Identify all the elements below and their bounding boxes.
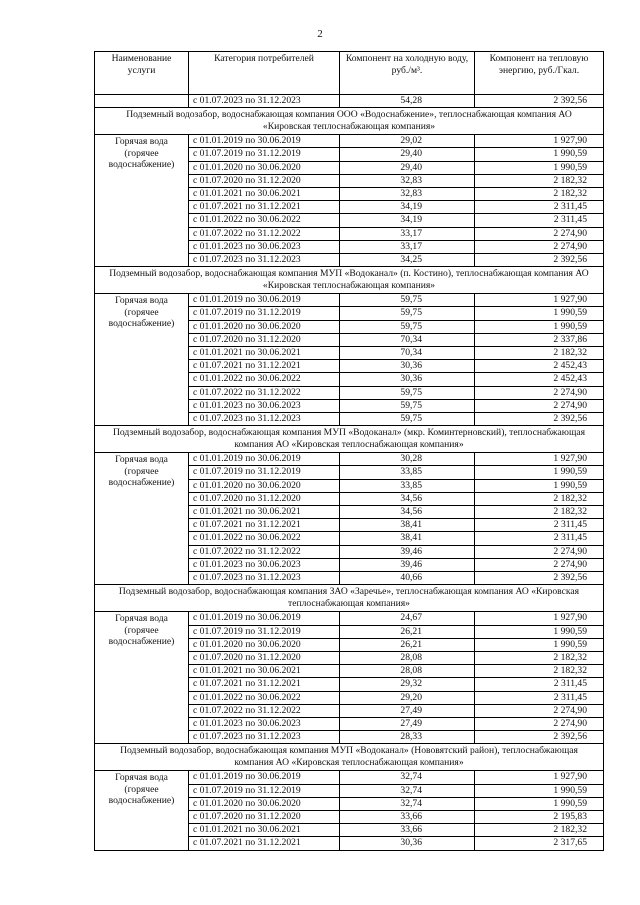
heat-energy-cell: 2 182,32 — [475, 492, 604, 505]
period-cell: с 01.01.2019 по 30.06.2019 — [189, 135, 340, 148]
heat-energy-cell: 2 274,90 — [475, 717, 604, 730]
heat-energy-cell: 1 990,59 — [475, 148, 604, 161]
period-cell: с 01.01.2019 по 30.06.2019 — [189, 612, 340, 625]
cold-water-cell: 27,49 — [340, 704, 475, 717]
period-cell: с 01.07.2020 по 31.12.2020 — [189, 174, 340, 187]
heat-energy-cell: 1 990,59 — [475, 320, 604, 333]
cold-water-cell: 24,67 — [340, 612, 475, 625]
tariff-table — [94, 51, 604, 851]
service-name-cell: Горячая вода (горячее водоснабжение) — [95, 771, 189, 850]
heat-energy-cell: 2 182,32 — [475, 651, 604, 664]
cold-water-cell: 54,28 — [340, 95, 475, 108]
section-title: Подземный водозабор, водоснабжающая компания МУП «Водоканал» (Нововятский район), теплоснабжающая компания АО «Кировская теплоснабжающая компания» — [95, 744, 604, 771]
cold-water-cell: 33,85 — [340, 479, 475, 492]
heat-energy-cell: 2 392,56 — [475, 95, 604, 108]
cold-water-cell: 26,21 — [340, 625, 475, 638]
heat-energy-cell: 1 990,59 — [475, 784, 604, 797]
period-cell: с 01.01.2023 по 30.06.2023 — [189, 558, 340, 571]
heat-energy-cell: 1 990,59 — [475, 797, 604, 810]
heat-energy-cell: 2 182,32 — [475, 824, 604, 837]
period-cell: с 01.01.2020 по 30.06.2020 — [189, 161, 340, 174]
cold-water-cell: 70,34 — [340, 333, 475, 346]
heat-energy-cell: 2 274,90 — [475, 399, 604, 412]
section-header-row — [95, 744, 604, 771]
table-cell-empty — [95, 95, 189, 108]
cold-water-cell: 28,33 — [340, 731, 475, 744]
cold-water-cell: 59,75 — [340, 386, 475, 399]
cold-water-cell: 29,40 — [340, 148, 475, 161]
period-cell: с 01.07.2022 по 31.12.2022 — [189, 227, 340, 240]
cold-water-cell: 34,19 — [340, 201, 475, 214]
table-row — [95, 453, 604, 466]
cold-water-cell: 59,75 — [340, 399, 475, 412]
period-cell: с 01.01.2023 по 30.06.2023 — [189, 240, 340, 253]
period-cell: с 01.07.2023 по 31.12.2023 — [189, 731, 340, 744]
cold-water-cell: 38,41 — [340, 532, 475, 545]
header-service-name: Наименование услуги — [95, 52, 189, 95]
cold-water-cell: 70,34 — [340, 347, 475, 360]
table-body — [95, 95, 604, 851]
period-cell: с 01.01.2020 по 30.06.2020 — [189, 479, 340, 492]
heat-energy-cell: 2 392,56 — [475, 413, 604, 426]
cold-water-cell: 59,75 — [340, 320, 475, 333]
table-row — [95, 771, 604, 784]
cold-water-cell: 29,20 — [340, 691, 475, 704]
cold-water-cell: 39,46 — [340, 558, 475, 571]
period-cell: с 01.01.2023 по 30.06.2023 — [189, 717, 340, 730]
cold-water-cell: 29,40 — [340, 161, 475, 174]
period-cell: с 01.07.2020 по 31.12.2020 — [189, 651, 340, 664]
cold-water-cell: 28,08 — [340, 651, 475, 664]
cold-water-cell: 33,17 — [340, 240, 475, 253]
heat-energy-cell: 2 311,45 — [475, 532, 604, 545]
heat-energy-cell: 2 392,56 — [475, 572, 604, 585]
heat-energy-cell: 2 317,65 — [475, 837, 604, 850]
heat-energy-cell: 2 311,45 — [475, 519, 604, 532]
period-cell: с 01.07.2019 по 31.12.2019 — [189, 466, 340, 479]
period-cell: с 01.07.2021 по 31.12.2021 — [189, 360, 340, 373]
period-cell: с 01.07.2021 по 31.12.2021 — [189, 519, 340, 532]
period-cell: с 01.07.2019 по 31.12.2019 — [189, 625, 340, 638]
cold-water-cell: 40,66 — [340, 572, 475, 585]
period-cell: с 01.07.2019 по 31.12.2019 — [189, 148, 340, 161]
carryover-row — [95, 95, 604, 108]
table-row — [95, 612, 604, 625]
section-title: Подземный водозабор, водоснабжающая компания МУП «Водоканал» (мкр. Коминтерновский), теплоснабжающая компания АО «Кировская теплоснабжающая компания» — [95, 426, 604, 453]
section-header-row — [95, 585, 604, 612]
section-header-row — [95, 426, 604, 453]
table-row — [95, 135, 604, 148]
period-cell: с 01.01.2021 по 30.06.2021 — [189, 506, 340, 519]
cold-water-cell: 32,83 — [340, 174, 475, 187]
section-title: Подземный водозабор, водоснабжающая компания МУП «Водоканал» (п. Костино), теплоснабжающая компания АО «Кировская теплоснабжающая компания» — [95, 267, 604, 294]
heat-energy-cell: 1 927,90 — [475, 294, 604, 307]
period-cell: с 01.07.2021 по 31.12.2021 — [189, 678, 340, 691]
cold-water-cell: 30,36 — [340, 837, 475, 850]
heat-energy-cell: 2 182,32 — [475, 506, 604, 519]
heat-energy-cell: 2 274,90 — [475, 558, 604, 571]
heat-energy-cell: 2 182,32 — [475, 188, 604, 201]
cold-water-cell: 26,21 — [340, 638, 475, 651]
heat-energy-cell: 2 311,45 — [475, 678, 604, 691]
period-cell: с 01.07.2023 по 31.12.2023 — [189, 413, 340, 426]
heat-energy-cell: 1 927,90 — [475, 453, 604, 466]
cold-water-cell: 33,66 — [340, 824, 475, 837]
cold-water-cell: 32,74 — [340, 771, 475, 784]
page-number: 2 — [317, 28, 323, 40]
heat-energy-cell: 2 452,43 — [475, 360, 604, 373]
heat-energy-cell: 1 990,59 — [475, 466, 604, 479]
cold-water-cell: 30,28 — [340, 453, 475, 466]
heat-energy-cell: 2 274,90 — [475, 704, 604, 717]
heat-energy-cell: 2 195,83 — [475, 810, 604, 823]
cold-water-cell: 34,56 — [340, 506, 475, 519]
period-cell: с 01.07.2020 по 31.12.2020 — [189, 333, 340, 346]
heat-energy-cell: 1 990,59 — [475, 307, 604, 320]
heat-energy-cell: 2 392,56 — [475, 731, 604, 744]
heat-energy-cell: 2 274,90 — [475, 545, 604, 558]
period-cell: с 01.01.2022 по 30.06.2022 — [189, 373, 340, 386]
heat-energy-cell: 2 274,90 — [475, 386, 604, 399]
heat-energy-cell: 2 392,56 — [475, 254, 604, 267]
section-title: Подземный водозабор, водоснабжающая компания ООО «Водоснабжение», теплоснабжающая компания АО «Кировская теплоснабжающая компания» — [95, 108, 604, 135]
section-header-row — [95, 108, 604, 135]
header-heat-energy-component: Компонент на тепловую энергию, руб./Гкал. — [475, 52, 604, 95]
period-cell: с 01.01.2022 по 30.06.2022 — [189, 214, 340, 227]
heat-energy-cell: 1 927,90 — [475, 612, 604, 625]
cold-water-cell: 32,83 — [340, 188, 475, 201]
period-cell: с 01.07.2020 по 31.12.2020 — [189, 810, 340, 823]
period-cell: с 01.01.2020 по 30.06.2020 — [189, 638, 340, 651]
period-cell: с 01.01.2022 по 30.06.2022 — [189, 691, 340, 704]
heat-energy-cell: 2 274,90 — [475, 240, 604, 253]
period-cell: с 01.07.2021 по 31.12.2021 — [189, 837, 340, 850]
heat-energy-cell: 1 927,90 — [475, 135, 604, 148]
period-cell: с 01.01.2021 по 30.06.2021 — [189, 665, 340, 678]
cold-water-cell: 39,46 — [340, 545, 475, 558]
heat-energy-cell: 1 990,59 — [475, 479, 604, 492]
period-cell: с 01.07.2022 по 31.12.2022 — [189, 704, 340, 717]
period-cell: с 01.07.2021 по 31.12.2021 — [189, 201, 340, 214]
cold-water-cell: 28,08 — [340, 665, 475, 678]
heat-energy-cell: 2 274,90 — [475, 227, 604, 240]
cold-water-cell: 29,02 — [340, 135, 475, 148]
period-cell: с 01.07.2023 по 31.12.2023 — [189, 572, 340, 585]
cold-water-cell: 59,75 — [340, 294, 475, 307]
cold-water-cell: 32,74 — [340, 784, 475, 797]
cold-water-cell: 33,85 — [340, 466, 475, 479]
service-name-cell: Горячая вода (горячее водоснабжение) — [95, 294, 189, 426]
cold-water-cell: 59,75 — [340, 413, 475, 426]
period-cell: с 01.07.2019 по 31.12.2019 — [189, 307, 340, 320]
heat-energy-cell: 2 311,45 — [475, 691, 604, 704]
period-cell: с 01.07.2019 по 31.12.2019 — [189, 784, 340, 797]
cold-water-cell: 34,19 — [340, 214, 475, 227]
cold-water-cell: 34,25 — [340, 254, 475, 267]
service-name-cell: Горячая вода (горячее водоснабжение) — [95, 135, 189, 267]
period-cell: с 01.01.2021 по 30.06.2021 — [189, 347, 340, 360]
cold-water-cell: 33,17 — [340, 227, 475, 240]
heat-energy-cell: 2 182,32 — [475, 347, 604, 360]
heat-energy-cell: 2 452,43 — [475, 373, 604, 386]
service-name-cell: Горячая вода (горячее водоснабжение) — [95, 612, 189, 744]
period-cell: с 01.07.2020 по 31.12.2020 — [189, 492, 340, 505]
period-cell: с 01.01.2019 по 30.06.2019 — [189, 294, 340, 307]
section-header-row — [95, 267, 604, 294]
service-name-cell: Горячая вода (горячее водоснабжение) — [95, 453, 189, 585]
period-cell: с 01.01.2021 по 30.06.2021 — [189, 188, 340, 201]
period-cell: с 01.01.2019 по 30.06.2019 — [189, 453, 340, 466]
heat-energy-cell: 2 182,32 — [475, 665, 604, 678]
cold-water-cell: 33,66 — [340, 810, 475, 823]
period-cell: с 01.01.2020 по 30.06.2020 — [189, 797, 340, 810]
period-cell: с 01.07.2022 по 31.12.2022 — [189, 545, 340, 558]
heat-energy-cell: 2 311,45 — [475, 201, 604, 214]
heat-energy-cell: 1 927,90 — [475, 771, 604, 784]
cold-water-cell: 27,49 — [340, 717, 475, 730]
period-cell: с 01.01.2020 по 30.06.2020 — [189, 320, 340, 333]
tariff-table-container — [94, 51, 603, 851]
heat-energy-cell: 1 990,59 — [475, 638, 604, 651]
period-cell: с 01.01.2022 по 30.06.2022 — [189, 532, 340, 545]
cold-water-cell: 59,75 — [340, 307, 475, 320]
heat-energy-cell: 1 990,59 — [475, 161, 604, 174]
table-row — [95, 294, 604, 307]
heat-energy-cell: 2 337,86 — [475, 333, 604, 346]
period-cell: с 01.01.2023 по 30.06.2023 — [189, 399, 340, 412]
heat-energy-cell: 2 182,32 — [475, 174, 604, 187]
section-title: Подземный водозабор, водоснабжающая компания ЗАО «Заречье», теплоснабжающая компания АО «Кировская теплоснабжающая компания» — [95, 585, 604, 612]
cold-water-cell: 30,36 — [340, 360, 475, 373]
cold-water-cell: 34,56 — [340, 492, 475, 505]
heat-energy-cell: 2 311,45 — [475, 214, 604, 227]
period-cell: с 01.07.2023 по 31.12.2023 — [189, 254, 340, 267]
period-cell: с 01.01.2021 по 30.06.2021 — [189, 824, 340, 837]
table-header-row — [95, 52, 604, 95]
period-cell: с 01.07.2023 по 31.12.2023 — [189, 95, 340, 108]
cold-water-cell: 30,36 — [340, 373, 475, 386]
header-cold-water-component: Компонент на холодную воду, руб./м³. — [340, 52, 475, 95]
cold-water-cell: 29,32 — [340, 678, 475, 691]
heat-energy-cell: 1 990,59 — [475, 625, 604, 638]
period-cell: с 01.01.2019 по 30.06.2019 — [189, 771, 340, 784]
cold-water-cell: 38,41 — [340, 519, 475, 532]
period-cell: с 01.07.2022 по 31.12.2022 — [189, 386, 340, 399]
cold-water-cell: 32,74 — [340, 797, 475, 810]
header-consumer-category: Категория потребителей — [189, 52, 340, 95]
